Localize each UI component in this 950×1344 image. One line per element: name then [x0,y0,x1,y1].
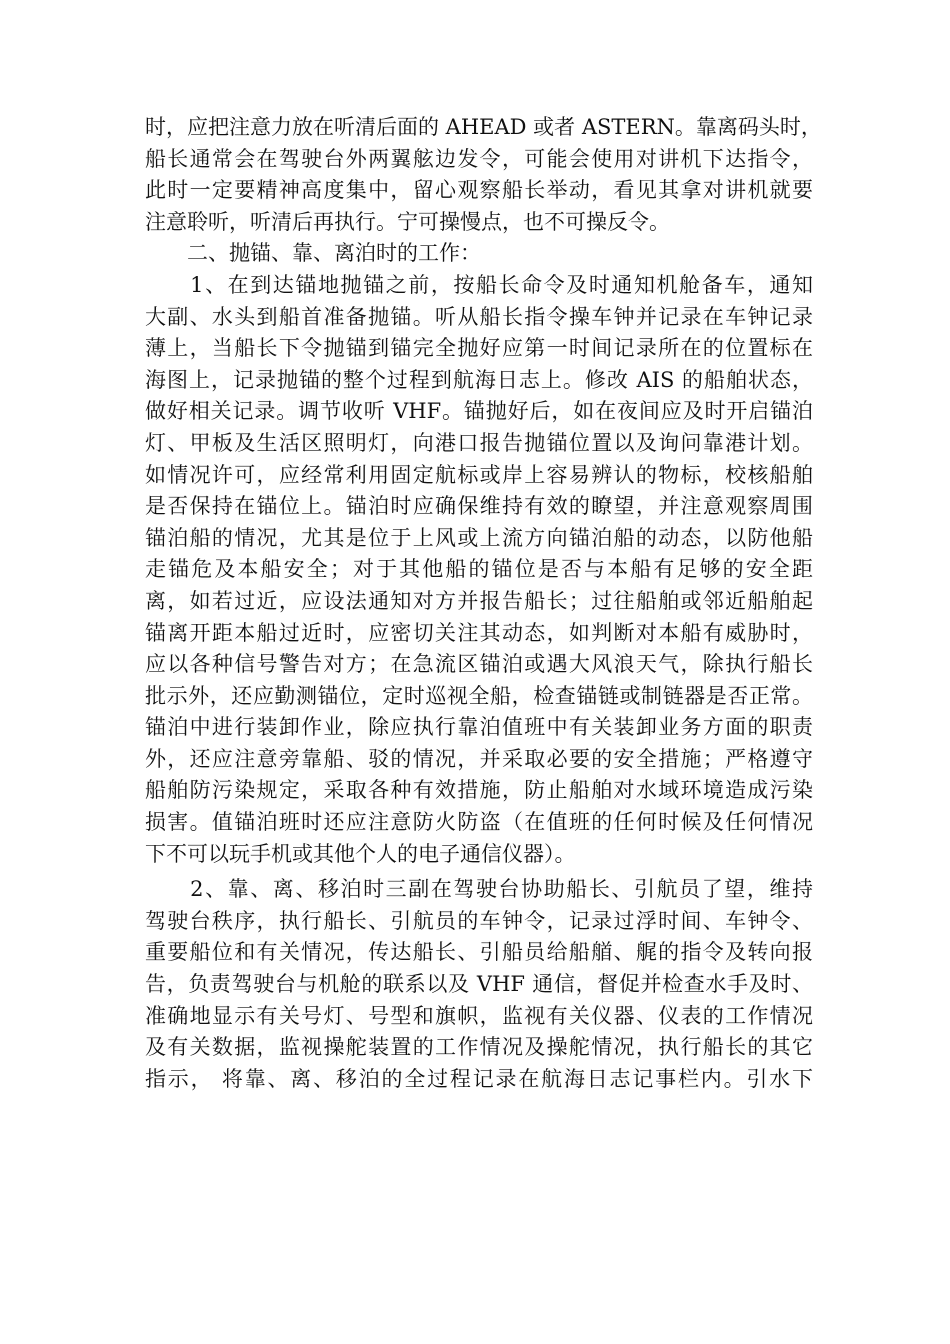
text-line: 批示外，还应勤测锚位，定时巡视全船，检查锚链或制链器是否正常。 [145,683,813,708]
text-line: 离，如若过近，应设法通知对方并报告船长；过往船舶或邻近船舶起 [145,588,813,613]
text-line: 海图上，记录抛锚的整个过程到航海日志上。修改 AIS 的船舶状态， [145,367,813,392]
text-line: 注意聆听，听清后再执行。宁可操慢点，也不可操反令。 [145,209,670,234]
text-line: 是否保持在锚位上。锚泊时应确保维持有效的瞭望，并注意观察周围 [145,494,813,519]
text-line: 1、在到达锚地抛锚之前，按船长命令及时通知机舱备车，通知 [145,272,813,297]
text-line: 船舶防污染规定，采取各种有效措施，防止船舶对水域环境造成污染 [145,778,813,803]
text-line: 灯、甲板及生活区照明灯，向港口报告抛锚位置以及询问靠港计划。 [145,430,813,455]
text-line: 应以各种信号警告对方；在急流区锚泊或遇大风浪天气，除执行船长 [145,652,813,677]
text-line: 做好相关记录。调节收听 VHF。锚抛好后，如在夜间应及时开启锚泊 [145,399,813,424]
text-line: 薄上，当船长下令抛锚到锚完全抛好应第一时间记录所在的位置标在 [145,336,813,361]
text-line: 时，应把注意力放在听清后面的 AHEAD 或者 ASTERN。靠离码头时， [145,115,822,139]
text-line: 大副、水头到船首准备抛锚。听从船长指令操车钟并记录在车钟记录 [145,304,813,329]
text-line: 下不可以玩手机或其他个人的电子通信仪器）。 [145,841,576,866]
text-line: 锚泊船的情况，尤其是位于上风或上流方向锚泊船的动态，以防他船 [145,525,813,550]
document-body [145,112,822,1095]
text-line: 如情况许可，应经常利用固定航标或岸上容易辨认的物标，校核船舶 [145,462,813,487]
text-line: 此时一定要精神高度集中，留心观察船长举动，看见其拿对讲机就要 [145,178,813,203]
text-line: 损害。值锚泊班时还应注意防火防盗（在值班的任何时候及任何情况 [145,810,813,835]
text-line: 船长通常会在驾驶台外两翼舷边发令，可能会使用对讲机下达指令， [145,146,813,171]
paragraph-4 [145,874,813,1095]
text-line: 准确地显示有关号灯、号型和旗帜，监视有关仪器、仪表的工作情况 [145,1003,813,1028]
text-line: 外，还应注意旁靠船、驳的情况，并采取必要的安全措施；严格遵守 [145,746,813,771]
text-line: 指示， 将靠、离、移泊的全过程记录在航海日志记事栏内。引水下 [145,1066,813,1091]
text-line: 驾驶台秩序，执行船长、引航员的车钟令，记录过浮时间、车钟令、 [145,908,813,933]
section-heading: 二、抛锚、靠、离泊时的工作： [145,241,481,266]
text-line: 及有关数据，监视操舵装置的工作情况及操舵情况，执行船长的其它 [145,1035,813,1060]
text-line: 走锚危及本船安全；对于其他船的锚位是否与本船有足够的安全距 [145,557,813,582]
text-line: 锚泊中进行装卸作业，除应执行靠泊值班中有关装卸业务方面的职责 [145,715,813,740]
text-line: 告，负责驾驶台与机舱的联系以及 VHF 通信，督促并检查水手及时、 [145,972,813,997]
text-line: 锚离开距本船过近时，应密切关注其动态，如判断对本船有威胁时， [145,620,813,645]
paragraph-2-heading [145,238,813,270]
paragraph-3 [145,270,813,870]
paragraph-1 [145,112,822,238]
text-line: 重要船位和有关情况，传达船长、引船员给船艏、艉的指令及转向报 [145,940,813,965]
text-line: 2、靠、离、移泊时三副在驾驶台协助船长、引航员了望，维持 [145,877,813,902]
